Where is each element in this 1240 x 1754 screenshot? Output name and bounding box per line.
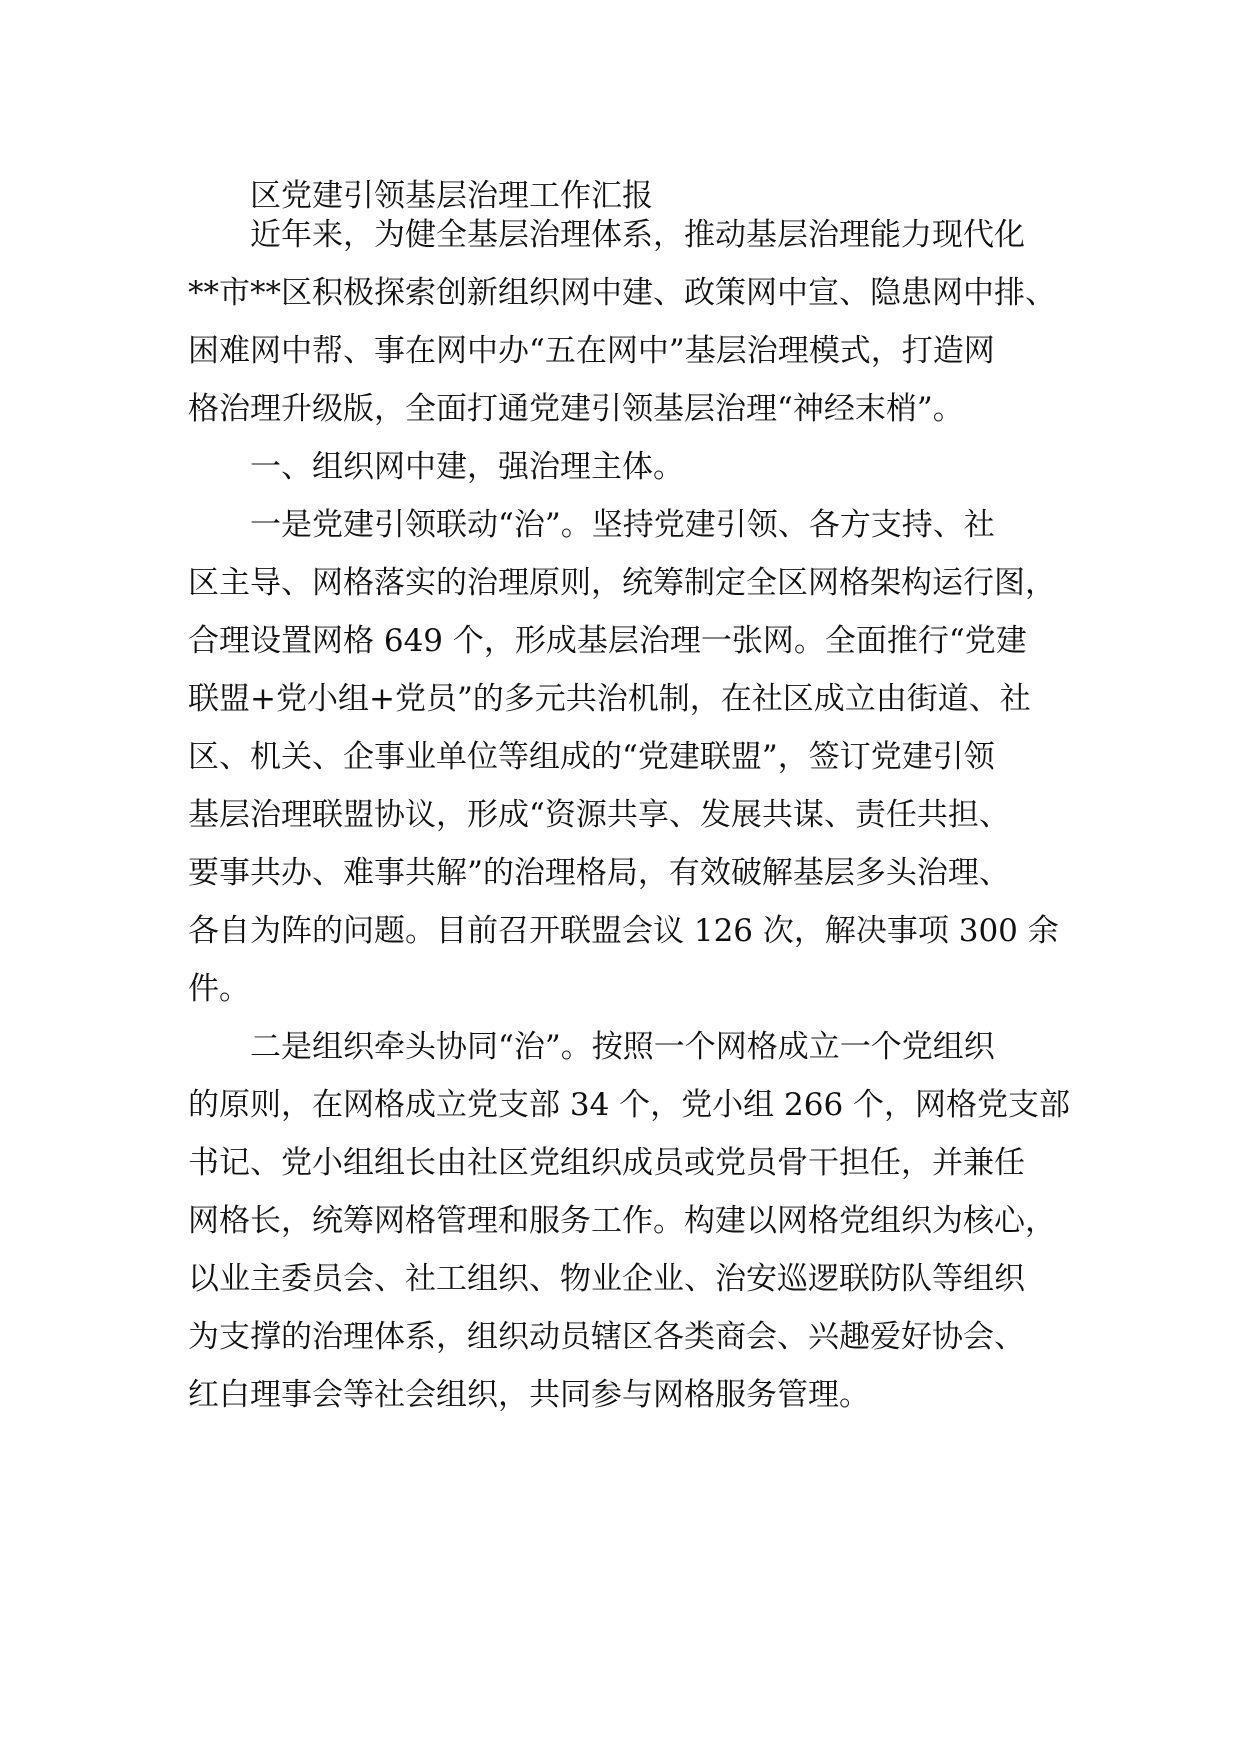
paragraph-line: 基层治理联盟协议，形成“资源共享、发展共谋、责任共担、 bbox=[188, 797, 1010, 833]
paragraph-line: 各自为阵的问题。目前召开联盟会议 126 次，解决事项 300 余 bbox=[188, 913, 1059, 949]
paragraph-line: 格治理升级版，全面打通党建引领基层治理“神经末梢”。 bbox=[188, 391, 964, 427]
paragraph-line: 二是组织牵头协同“治”。按照一个网格成立一个党组织 bbox=[250, 1029, 995, 1065]
paragraph-line: 一是党建引领联动“治”。坚持党建引领、各方支持、社 bbox=[250, 507, 995, 543]
paragraph-line: 区主导、网格落实的治理原则，统筹制定全区网格架构运行图， bbox=[188, 565, 1056, 601]
paragraph-line: 合理设置网格 649 个，形成基层治理一张网。全面推行“党建 bbox=[188, 623, 1027, 659]
paragraph-line: 件。 bbox=[188, 971, 250, 1007]
section-heading: 一、组织网中建，强治理主体。 bbox=[250, 449, 684, 485]
paragraph-line: 区、机关、企事业单位等组成的“党建联盟”，签订党建引领 bbox=[188, 739, 995, 775]
paragraph-line: 困难网中帮、事在网中办“五在网中”基层治理模式，打造网 bbox=[188, 333, 995, 369]
paragraph-line: 要事共办、难事共解”的治理格局，有效破解基层多头治理、 bbox=[188, 855, 1010, 891]
document-title: 区党建引领基层治理工作汇报 bbox=[250, 178, 653, 214]
paragraph-line: 的原则，在网格成立党支部 34 个，党小组 266 个，网格党支部 bbox=[188, 1087, 1071, 1123]
paragraph-line: **市**区积极探索创新组织网中建、政策网中宣、隐患网中排、 bbox=[188, 275, 1056, 311]
paragraph-line: 联盟+党小组+党员”的多元共治机制，在社区成立由街道、社 bbox=[188, 681, 1031, 717]
paragraph-line: 书记、党小组组长由社区党组织成员或党员骨干担任，并兼任 bbox=[188, 1145, 1025, 1181]
paragraph-line: 网格长，统筹网格管理和服务工作。构建以网格党组织为核心， bbox=[188, 1203, 1056, 1239]
paragraph-line: 为支撑的治理体系，组织动员辖区各类商会、兴趣爱好协会、 bbox=[188, 1319, 1025, 1355]
paragraph-line: 近年来，为健全基层治理体系，推动基层治理能力现代化 bbox=[250, 217, 1025, 253]
paragraph-line: 以业主委员会、社工组织、物业企业、治安巡逻联防队等组织 bbox=[188, 1261, 1025, 1297]
paragraph-line: 红白理事会等社会组织，共同参与网格服务管理。 bbox=[188, 1377, 870, 1413]
